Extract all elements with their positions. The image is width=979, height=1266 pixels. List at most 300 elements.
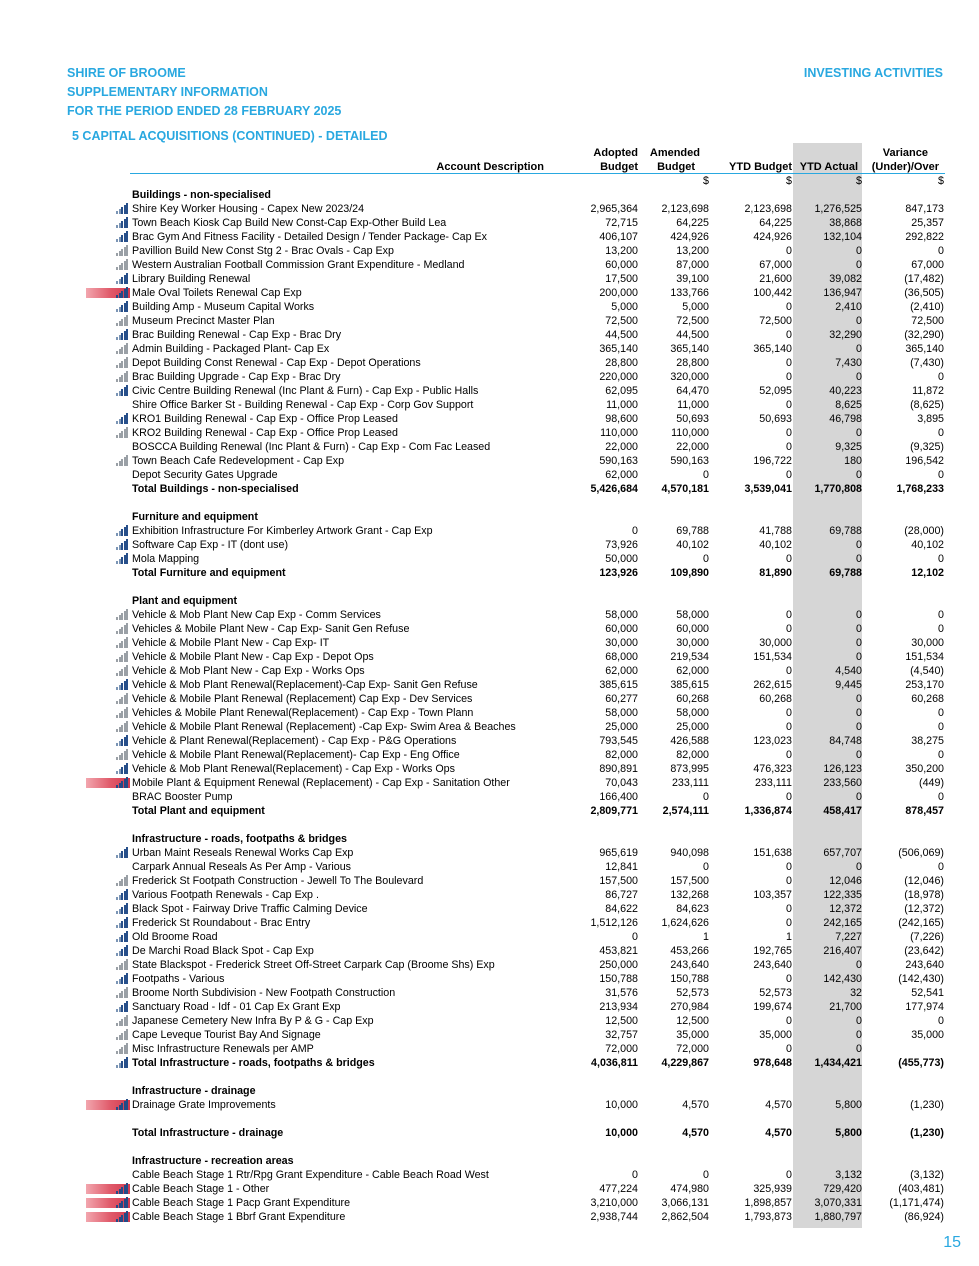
table-row (0, 930, 979, 944)
adopted-budget-cell: 84,622 (605, 903, 638, 915)
account-description: Carpark Annual Reseals As Per Amp - Various (132, 861, 351, 873)
ytd-budget-cell: 1 (786, 931, 792, 943)
adopted-budget-cell: 86,727 (605, 889, 638, 901)
variance-cell: 253,170 (905, 679, 944, 691)
section-heading: Infrastructure - roads, footpaths & bridges (132, 833, 347, 845)
ytd-budget-cell: 52,095 (759, 385, 792, 397)
variance-alert-icon (86, 287, 130, 299)
section-heading-row (0, 594, 979, 608)
ytd-actual-cell: 132,104 (823, 231, 862, 243)
variance-cell: 35,000 (911, 1029, 944, 1041)
total-label: Total Plant and equipment (132, 805, 265, 817)
variance-cell: 11,872 (912, 385, 944, 397)
ytd-budget-cell: 0 (786, 917, 792, 929)
ytd-actual-cell: 4,540 (835, 665, 862, 677)
ytd-actual-cell: 0 (856, 651, 862, 663)
ytd-actual-cell: 69,788 (829, 525, 862, 537)
adopted-budget-cell: 200,000 (599, 287, 638, 299)
variance-cell: 0 (938, 623, 944, 635)
col-amended-line1: Amended (649, 147, 700, 159)
adopted-budget-cell: 4,036,811 (591, 1057, 638, 1069)
amended-budget-cell: 0 (703, 861, 709, 873)
ytd-budget-cell: 52,573 (759, 987, 792, 999)
account-description: Brac Gym And Fitness Facility - Detailed Design / Tender Package- Cap Ex (132, 231, 488, 243)
adopted-budget-cell: 12,841 (605, 861, 638, 873)
adopted-budget-cell: 62,000 (605, 469, 638, 481)
bar-chart-icon (86, 707, 130, 719)
account-description: Broome North Subdivision - New Footpath Construction (132, 987, 396, 999)
ytd-budget-cell: 0 (786, 721, 792, 733)
ytd-budget-cell: 41,788 (759, 525, 792, 537)
amended-budget-cell: 2,123,698 (661, 203, 709, 215)
variance-cell: 60,268 (911, 693, 944, 705)
ytd-budget-cell: 325,939 (753, 1183, 792, 1195)
amended-budget-cell: 35,000 (676, 1029, 709, 1041)
account-description: Vehicle & Mobile Plant New - Cap Exp - Depot Ops (132, 651, 374, 663)
account-description: Male Oval Toilets Renewal Cap Exp (132, 287, 302, 299)
section-heading-row (0, 1084, 979, 1098)
bar-chart-icon (86, 329, 130, 341)
section-heading: Infrastructure - drainage (132, 1085, 256, 1097)
table-row (0, 888, 979, 902)
table-row (0, 258, 979, 272)
account-description: Cable Beach Stage 1 Bbrf Grant Expenditure (132, 1211, 346, 1223)
ytd-actual-cell: 0 (856, 1015, 862, 1027)
table-row (0, 328, 979, 342)
ytd-budget-cell: 0 (786, 553, 792, 565)
variance-cell: 847,173 (905, 203, 944, 215)
bar-chart-icon (86, 931, 130, 943)
adopted-budget-cell: 58,000 (605, 707, 638, 719)
ytd-actual-cell: 12,372 (829, 903, 862, 915)
amended-budget-cell: 320,000 (670, 371, 709, 383)
total-row (0, 1126, 979, 1140)
total-label: Total Buildings - non-specialised (132, 483, 299, 495)
adopted-budget-cell: 28,800 (605, 357, 638, 369)
ytd-actual-cell: 0 (856, 693, 862, 705)
ytd-actual-cell: 0 (856, 959, 862, 971)
ytd-budget-cell: 30,000 (759, 637, 792, 649)
col-ytd-actual: YTD Actual (799, 161, 858, 173)
variance-cell: 196,542 (905, 455, 944, 467)
table-row (0, 1000, 979, 1014)
variance-cell: (3,132) (910, 1169, 944, 1181)
bar-chart-icon (86, 903, 130, 915)
currency-ytd-actual: $ (856, 175, 862, 187)
variance-cell: 0 (938, 371, 944, 383)
ytd-actual-cell: 0 (856, 371, 862, 383)
ytd-actual-cell: 39,082 (829, 273, 862, 285)
ytd-actual-cell: 1,276,525 (814, 203, 862, 215)
account-description: Misc Infrastructure Renewals per AMP (132, 1043, 314, 1055)
account-description: Frederick St Roundabout - Brac Entry (132, 917, 311, 929)
amended-budget-cell: 474,980 (670, 1183, 709, 1195)
variance-cell: 30,000 (911, 637, 944, 649)
report-period: FOR THE PERIOD ENDED 28 FEBRUARY 2025 (67, 104, 342, 118)
table-row (0, 538, 979, 552)
bar-chart-icon (86, 203, 130, 215)
variance-cell: 0 (938, 427, 944, 439)
variance-cell: (9,325) (910, 441, 944, 453)
account-description: Vehicles & Mobile Plant New - Cap Exp- Sanit Gen Refuse (132, 623, 410, 635)
variance-cell: (449) (919, 777, 944, 789)
amended-budget-cell: 58,000 (676, 707, 709, 719)
variance-cell: 1,768,233 (896, 483, 944, 495)
ytd-actual-cell: 1,434,421 (814, 1057, 862, 1069)
variance-alert-icon (86, 1211, 130, 1223)
bar-chart-icon (86, 973, 130, 985)
variance-cell: (1,230) (910, 1099, 944, 1111)
adopted-budget-cell: 123,926 (599, 567, 638, 579)
bar-chart-icon (86, 231, 130, 243)
account-description: Town Beach Kiosk Cap Build New Const-Cap Exp-Other Build Lea (132, 217, 447, 229)
ytd-budget-cell: 64,225 (759, 217, 792, 229)
amended-budget-cell: 2,574,111 (662, 805, 709, 817)
bar-chart-icon (86, 693, 130, 705)
ytd-actual-cell: 32 (850, 987, 862, 999)
ytd-budget-cell: 40,102 (759, 539, 792, 551)
bar-chart-icon (86, 1029, 130, 1041)
bar-chart-icon (86, 539, 130, 551)
table-row (0, 1182, 979, 1196)
ytd-budget-cell: 0 (786, 749, 792, 761)
ytd-actual-cell: 729,420 (823, 1183, 862, 1195)
adopted-budget-cell: 2,809,771 (590, 805, 638, 817)
ytd-actual-cell: 12,046 (829, 875, 862, 887)
variance-cell: (36,505) (904, 287, 944, 299)
ytd-budget-cell: 0 (786, 1169, 792, 1181)
adopted-budget-cell: 965,619 (599, 847, 638, 859)
adopted-budget-cell: 220,000 (599, 371, 638, 383)
adopted-budget-cell: 213,934 (599, 1001, 638, 1013)
ytd-budget-cell: 60,268 (759, 693, 792, 705)
table-row (0, 860, 979, 874)
table-row (0, 426, 979, 440)
variance-cell: 38,275 (911, 735, 944, 747)
spacer-row (0, 1112, 979, 1126)
account-description: Vehicle & Mobile Plant New - Cap Exp- IT (132, 637, 330, 649)
ytd-budget-cell: 151,534 (753, 651, 792, 663)
ytd-budget-cell: 1,336,874 (744, 805, 792, 817)
account-description: Exhibition Infrastructure For Kimberley Artwork Grant - Cap Exp (132, 525, 433, 537)
variance-cell: (1,171,474) (889, 1197, 944, 1209)
amended-budget-cell: 39,100 (676, 273, 709, 285)
account-description: Sanctuary Road - Idf - 01 Cap Ex Grant Exp (132, 1001, 341, 1013)
bar-chart-icon (86, 371, 130, 383)
bar-chart-icon (86, 1001, 130, 1013)
table-row (0, 524, 979, 538)
bar-chart-icon (86, 427, 130, 439)
ytd-actual-cell: 0 (856, 1029, 862, 1041)
section-heading: Furniture and equipment (132, 511, 258, 523)
variance-cell: 350,200 (905, 763, 944, 775)
bar-chart-icon (86, 525, 130, 537)
table-row (0, 230, 979, 244)
bar-chart-icon (86, 385, 130, 397)
ytd-actual-cell: 38,868 (829, 217, 862, 229)
adopted-budget-cell: 58,000 (605, 609, 638, 621)
table-row (0, 944, 979, 958)
variance-cell: (4,540) (910, 665, 944, 677)
bar-chart-icon (86, 217, 130, 229)
account-description: Vehicle & Plant Renewal(Replacement) - Cap Exp - P&G Operations (132, 735, 457, 747)
table-row (0, 300, 979, 314)
ytd-actual-cell: 0 (856, 469, 862, 481)
adopted-budget-cell: 406,107 (599, 231, 638, 243)
section-heading-row (0, 1154, 979, 1168)
ytd-actual-cell: 0 (856, 623, 862, 635)
adopted-budget-cell: 73,926 (605, 539, 638, 551)
bar-chart-icon (86, 637, 130, 649)
col-adopted-line2: Budget (600, 161, 638, 173)
table-row (0, 636, 979, 650)
variance-alert-icon (86, 1183, 130, 1195)
amended-budget-cell: 4,229,867 (661, 1057, 709, 1069)
section-heading-row (0, 832, 979, 846)
account-description: Civic Centre Building Renewal (Inc Plant & Furn) - Cap Exp - Public Halls (132, 385, 479, 397)
ytd-actual-cell: 216,407 (823, 945, 862, 957)
ytd-budget-cell: 0 (786, 469, 792, 481)
variance-cell: 878,457 (905, 805, 944, 817)
total-label: Total Infrastructure - drainage (132, 1127, 284, 1139)
amended-budget-cell: 0 (703, 469, 709, 481)
ytd-budget-cell: 0 (786, 329, 792, 341)
ytd-actual-cell: 1,770,808 (814, 483, 862, 495)
ytd-actual-cell: 0 (856, 553, 862, 565)
bar-chart-icon (86, 945, 130, 957)
adopted-budget-cell: 2,965,364 (590, 203, 638, 215)
account-description: Vehicle & Mob Plant Renewal(Replacement) - Cap Exp - Works Ops (132, 763, 455, 775)
table-row (0, 958, 979, 972)
table-row (0, 202, 979, 216)
amended-budget-cell: 5,000 (682, 301, 709, 313)
ytd-budget-cell: 35,000 (759, 1029, 792, 1041)
adopted-budget-cell: 250,000 (599, 959, 638, 971)
currency-variance: $ (938, 175, 944, 187)
spacer-row (0, 1070, 979, 1084)
bar-chart-icon (86, 847, 130, 859)
section-heading-row (0, 188, 979, 202)
amended-budget-cell: 11,000 (677, 399, 709, 411)
account-description: Japanese Cemetery New Infra By P & G - Cap Exp (132, 1015, 374, 1027)
table-row (0, 272, 979, 286)
account-description: Depot Security Gates Upgrade (132, 469, 278, 481)
col-variance-line2: (Under)/Over (871, 161, 939, 173)
ytd-actual-cell: 0 (856, 791, 862, 803)
variance-alert-icon (86, 777, 130, 789)
variance-cell: (23,642) (904, 945, 944, 957)
adopted-budget-cell: 477,224 (599, 1183, 638, 1195)
ytd-actual-cell: 1,880,797 (814, 1211, 862, 1223)
amended-budget-cell: 132,268 (670, 889, 709, 901)
ytd-actual-cell: 0 (856, 609, 862, 621)
amended-budget-cell: 50,693 (676, 413, 709, 425)
account-description: De Marchi Road Black Spot - Cap Exp (132, 945, 314, 957)
variance-cell: 177,974 (905, 1001, 944, 1013)
variance-cell: (1,230) (910, 1127, 944, 1139)
bar-chart-icon (86, 875, 130, 887)
ytd-budget-cell: 72,500 (759, 315, 792, 327)
adopted-budget-cell: 30,000 (605, 637, 638, 649)
variance-cell: 25,357 (911, 217, 944, 229)
table-row (0, 650, 979, 664)
adopted-budget-cell: 10,000 (605, 1127, 638, 1139)
ytd-budget-cell: 21,600 (759, 273, 792, 285)
table-row (0, 286, 979, 300)
amended-budget-cell: 243,640 (670, 959, 709, 971)
table-row (0, 440, 979, 454)
adopted-budget-cell: 5,426,684 (590, 483, 638, 495)
account-description: Vehicle & Mobile Plant Renewal (Replacement) -Cap Exp- Swim Area & Beaches (132, 721, 516, 733)
account-description: Town Beach Cafe Redevelopment - Cap Exp (132, 455, 345, 467)
table-row (0, 720, 979, 734)
account-description: Cable Beach Stage 1 Rtr/Rpg Grant Expenditure - Cable Beach Road West (132, 1169, 489, 1181)
account-description: Various Footpath Renewals - Cap Exp . (132, 889, 319, 901)
ytd-actual-cell: 122,335 (823, 889, 862, 901)
amended-budget-cell: 44,500 (676, 329, 709, 341)
account-description: KRO2 Building Renewal - Cap Exp - Office Prop Leased (132, 427, 398, 439)
ytd-actual-cell: 0 (856, 707, 862, 719)
amended-budget-cell: 4,570,181 (661, 483, 709, 495)
account-description: Building Amp - Museum Capital Works (132, 301, 315, 313)
bar-chart-icon (86, 679, 130, 691)
ytd-actual-cell: 0 (856, 861, 862, 873)
spacer-row (0, 580, 979, 594)
account-description: Brac Building Upgrade - Cap Exp - Brac Dry (132, 371, 341, 383)
amended-budget-cell: 58,000 (676, 609, 709, 621)
ytd-actual-cell: 9,445 (835, 679, 862, 691)
bar-chart-icon (86, 273, 130, 285)
account-description: Frederick St Footpath Construction - Jewell To The Boulevard (132, 875, 424, 887)
bar-chart-icon (86, 245, 130, 257)
table-row (0, 874, 979, 888)
table-row (0, 216, 979, 230)
spacer-row (0, 496, 979, 510)
ytd-budget-cell: 978,648 (753, 1057, 792, 1069)
variance-cell: 365,140 (905, 343, 944, 355)
table-row (0, 706, 979, 720)
variance-cell: (18,978) (904, 889, 944, 901)
section-heading: Infrastructure - recreation areas (132, 1155, 294, 1167)
amended-budget-cell: 233,111 (671, 777, 709, 789)
ytd-actual-cell: 8,625 (835, 399, 862, 411)
table-row (0, 664, 979, 678)
account-description: Vehicle & Mob Plant Renewal(Replacement)-Cap Exp- Sanit Gen Refuse (132, 679, 478, 691)
amended-budget-cell: 0 (703, 791, 709, 803)
ytd-budget-cell: 192,765 (753, 945, 792, 957)
ytd-actual-cell: 0 (856, 343, 862, 355)
currency-row (0, 174, 979, 188)
ytd-budget-cell: 0 (786, 609, 792, 621)
col-account-description: Account Description (436, 161, 544, 173)
amended-budget-cell: 60,000 (676, 623, 709, 635)
account-description: Depot Building Const Renewal - Cap Exp - Depot Operations (132, 357, 421, 369)
adopted-budget-cell: 13,200 (605, 245, 638, 257)
ytd-budget-cell: 123,023 (753, 735, 792, 747)
adopted-budget-cell: 453,821 (599, 945, 638, 957)
amended-budget-cell: 13,200 (676, 245, 709, 257)
ytd-budget-cell: 67,000 (759, 259, 792, 271)
variance-cell: 0 (938, 553, 944, 565)
table-row (0, 454, 979, 468)
variance-cell: 0 (938, 749, 944, 761)
table-row (0, 1014, 979, 1028)
amended-budget-cell: 940,098 (670, 847, 709, 859)
ytd-budget-cell: 1,898,857 (744, 1197, 792, 1209)
amended-budget-cell: 590,163 (670, 455, 709, 467)
currency-ytd-budget: $ (786, 175, 792, 187)
amended-budget-cell: 1 (703, 931, 709, 943)
ytd-budget-cell: 0 (786, 245, 792, 257)
adopted-budget-cell: 60,000 (605, 259, 638, 271)
account-description: Library Building Renewal (132, 273, 251, 285)
account-description: Shire Office Barker St - Building Renewal - Cap Exp - Corp Gov Support (132, 399, 474, 411)
table-row (0, 1210, 979, 1224)
table-row (0, 398, 979, 412)
amended-budget-cell: 82,000 (676, 749, 709, 761)
ytd-budget-cell: 199,674 (753, 1001, 792, 1013)
section-label: INVESTING ACTIVITIES (803, 66, 943, 80)
table-row (0, 916, 979, 930)
adopted-budget-cell: 62,095 (605, 385, 638, 397)
account-description: Vehicle & Mobile Plant Renewal(Replacement)- Cap Exp - Eng Office (132, 749, 460, 761)
adopted-budget-cell: 72,715 (605, 217, 638, 229)
ytd-budget-cell: 4,570 (765, 1127, 792, 1139)
table-row (0, 678, 979, 692)
variance-cell: 67,000 (911, 259, 944, 271)
bar-chart-icon (86, 735, 130, 747)
amended-budget-cell: 426,588 (670, 735, 709, 747)
ytd-budget-cell: 0 (786, 427, 792, 439)
ytd-budget-cell: 0 (786, 875, 792, 887)
ytd-budget-cell: 50,693 (759, 413, 792, 425)
adopted-budget-cell: 31,576 (605, 987, 638, 999)
account-description: Vehicle & Mob Plant New Cap Exp - Comm Services (132, 609, 381, 621)
variance-cell: 0 (938, 721, 944, 733)
adopted-budget-cell: 157,500 (599, 875, 638, 887)
amended-budget-cell: 2,862,504 (661, 1211, 709, 1223)
ytd-budget-cell: 0 (786, 441, 792, 453)
col-amended-line2: Budget (657, 161, 695, 173)
account-description: Footpaths - Various (132, 973, 225, 985)
ytd-actual-cell: 0 (856, 749, 862, 761)
adopted-budget-cell: 44,500 (605, 329, 638, 341)
ytd-actual-cell: 657,707 (823, 847, 862, 859)
total-row (0, 804, 979, 818)
account-description: Drainage Grate Improvements (132, 1099, 276, 1111)
adopted-budget-cell: 50,000 (605, 553, 638, 565)
variance-cell: 243,640 (905, 959, 944, 971)
adopted-budget-cell: 60,277 (605, 693, 638, 705)
amended-budget-cell: 110,000 (671, 427, 709, 439)
account-description: Vehicle & Mob Plant New - Cap Exp - Works Ops (132, 665, 365, 677)
account-description: Museum Precinct Master Plan (132, 315, 275, 327)
adopted-budget-cell: 82,000 (605, 749, 638, 761)
ytd-budget-cell: 4,570 (765, 1099, 792, 1111)
variance-cell: 0 (938, 861, 944, 873)
amended-budget-cell: 87,000 (676, 259, 709, 271)
adopted-budget-cell: 365,140 (599, 343, 638, 355)
amended-budget-cell: 3,066,131 (661, 1197, 709, 1209)
ytd-budget-cell: 0 (786, 399, 792, 411)
capital-acquisitions-table (0, 188, 979, 1224)
adopted-budget-cell: 150,788 (599, 973, 638, 985)
ytd-actual-cell: 0 (856, 721, 862, 733)
table-row (0, 692, 979, 706)
adopted-budget-cell: 17,500 (605, 273, 638, 285)
page-number: 15 (943, 1234, 961, 1251)
bar-chart-icon (86, 665, 130, 677)
